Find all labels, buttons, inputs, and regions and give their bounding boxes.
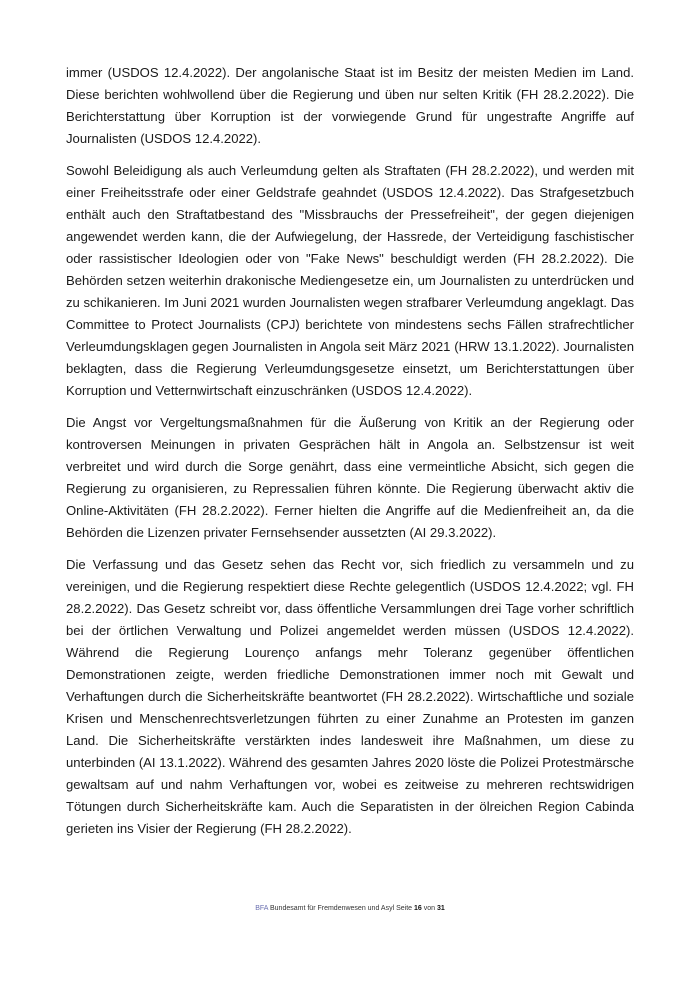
paragraph: Die Angst vor Vergeltungsmaßnahmen für die Äußerung von Kritik an der Regierung oder kontroversen Meinungen in privaten Gesprächen hält in Angola an. Selbstzensur ist weit verbreitet und wird durch die Sorge genährt, dass eine vermeintliche Absicht, sich gegen die Regierung zu organisieren, zu Repressalien führen könnte. Die Regierung überwacht aktiv die Online-Aktivitäten (FH 28.2.2022). Ferner hielten die Angriffe auf die Medienfreiheit an, da die Behörden die Lizenzen privater Fernsehsender aussetzten (AI 29.3.2022). — [66, 415, 634, 540]
footer-org: Bundesamt für Fremdenwesen und Asyl — [270, 905, 395, 912]
footer-page-of: von — [423, 905, 436, 912]
page-footer — [0, 905, 700, 912]
bfa-logo: BFA — [255, 905, 269, 912]
footer-page-total: 31 — [437, 905, 445, 912]
footer-page-current: 16 — [414, 905, 422, 912]
paragraph: Sowohl Beleidigung als auch Verleumdung gelten als Straftaten (FH 28.2.2022), und werden mit einer Freiheitsstrafe oder einer Geldstrafe geahndet (USDOS 12.4.2022). Das Strafgesetzbuch enthält auch den Straftatbestand des "Missbrauchs der Pressefreiheit", der gegen diejenigen angewendet werden kann, die der Aufwiegelung, der Hassrede, der Verteidigung faschistischer oder rassistischer Ideologien oder von "Fake News" beschuldigt werden (FH 28.2.2022). Die Behörden setzen weiterhin drakonische Mediengesetze ein, um Journalisten zu unterdrücken und zu schikanieren. Im Juni 2021 wurden Journalisten wegen strafbarer Verleumdung angeklagt. Das Committee to Protect Journalists (CPJ) berichtete von mindestens sechs Fällen strafrechtlicher Verleumdungsklagen gegen Journalisten in Angola seit März 2021 (HRW 13.1.2022). Journalisten beklagten, dass die Regierung Verleumdungsgesetze einsetzt, um Berichterstattungen über Korruption und Vetternwirtschaft einzuschränken (USDOS 12.4.2022). — [66, 163, 634, 398]
document-body — [66, 62, 634, 850]
footer-page-label: Seite — [396, 905, 413, 912]
paragraph: immer (USDOS 12.4.2022). Der angolanische Staat ist im Besitz der meisten Medien im Land. Diese berichten wohlwollend über die Regierung und üben nur selten Kritik (FH 28.2.2022). Die Berichterstattung über Korruption ist der vorwiegende Grund für ungestrafte Angriffe auf Journalisten (USDOS 12.4.2022). — [66, 65, 634, 146]
paragraph: Die Verfassung und das Gesetz sehen das Recht vor, sich friedlich zu versammeln und zu vereinigen, und die Regierung respektiert diese Rechte gelegentlich (USDOS 12.4.2022; vgl. FH 28.2.2022). Das Gesetz schreibt vor, dass öffentliche Versammlungen drei Tage vorher schriftlich bei der örtlichen Verwaltung und Polizei angemeldet werden müssen (USDOS 12.4.2022). Während die Regierung Lourenço anfangs mehr Toleranz gegenüber öffentlichen Demonstrationen zeigte, werden friedliche Demonstrationen immer noch mit Gewalt und Verhaftungen durch die Sicherheitskräfte beantwortet (FH 28.2.2022). Wirtschaftliche und soziale Krisen und Menschenrechtsverletzungen führten zu einer Zunahme an Protesten im ganzen Land. Die Sicherheitskräfte verstärkten indes landesweit ihre Maßnahmen, um diese zu unterbinden (AI 13.1.2022). Während des gesamten Jahres 2020 löste die Polizei Protestmärsche gewaltsam auf und nahm Verhaftungen vor, wobei es zeitweise zu mehreren rechtswidrigen Tötungen durch Sicherheitskräfte kam. Auch die Separatisten in der ölreichen Region Cabinda gerieten ins Visier der Regierung (FH 28.2.2022). — [66, 557, 634, 836]
